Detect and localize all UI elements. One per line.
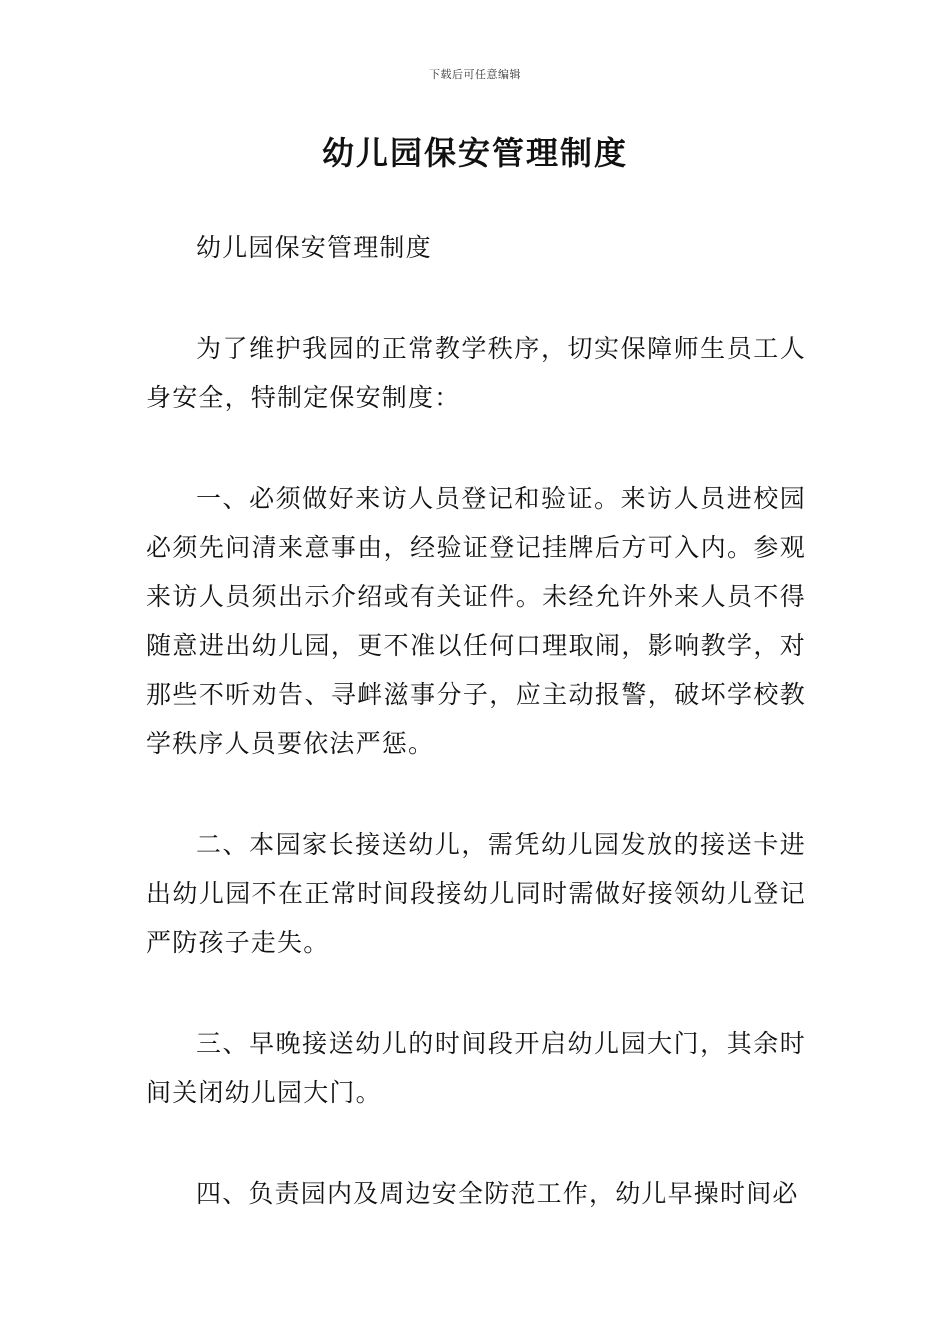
document-body <box>146 223 806 1270</box>
paragraph-rule-1: 一、必须做好来访人员登记和验证。来访人员进校园必须先问清来意事由，经验证登记挂牌后方可入内。参观来访人员须出示介绍或有关证件。未经允许外来人员不得随意进出幼儿园，更不准以任何口理取闹，影响教学，对那些不听劝告、寻衅滋事分子，应主动报警，破坏学校教学秩序人员要依法严惩。 <box>146 484 806 758</box>
paragraph-rule-3: 三、早晚接送幼儿的时间段开启幼儿园大门，其余时间关闭幼儿园大门。 <box>146 1029 806 1107</box>
document-title: 幼儿园保安管理制度 <box>321 134 628 172</box>
paragraph-rule-2: 二、本园家长接送幼儿，需凭幼儿园发放的接送卡进出幼儿园不在正常时间段接幼儿同时需做好接领幼儿登记严防孩子走失。 <box>146 830 806 957</box>
paragraph-rule-4: 四、负责园内及周边安全防范工作，幼儿早操时间必 <box>196 1179 799 1208</box>
header-note: 下载后可任意编辑 <box>429 68 521 81</box>
paragraph-intro: 为了维护我园的正常教学秩序，切实保障师生员工人身安全，特制定保安制度： <box>146 334 806 412</box>
paragraph-subtitle: 幼儿园保安管理制度 <box>196 233 432 262</box>
